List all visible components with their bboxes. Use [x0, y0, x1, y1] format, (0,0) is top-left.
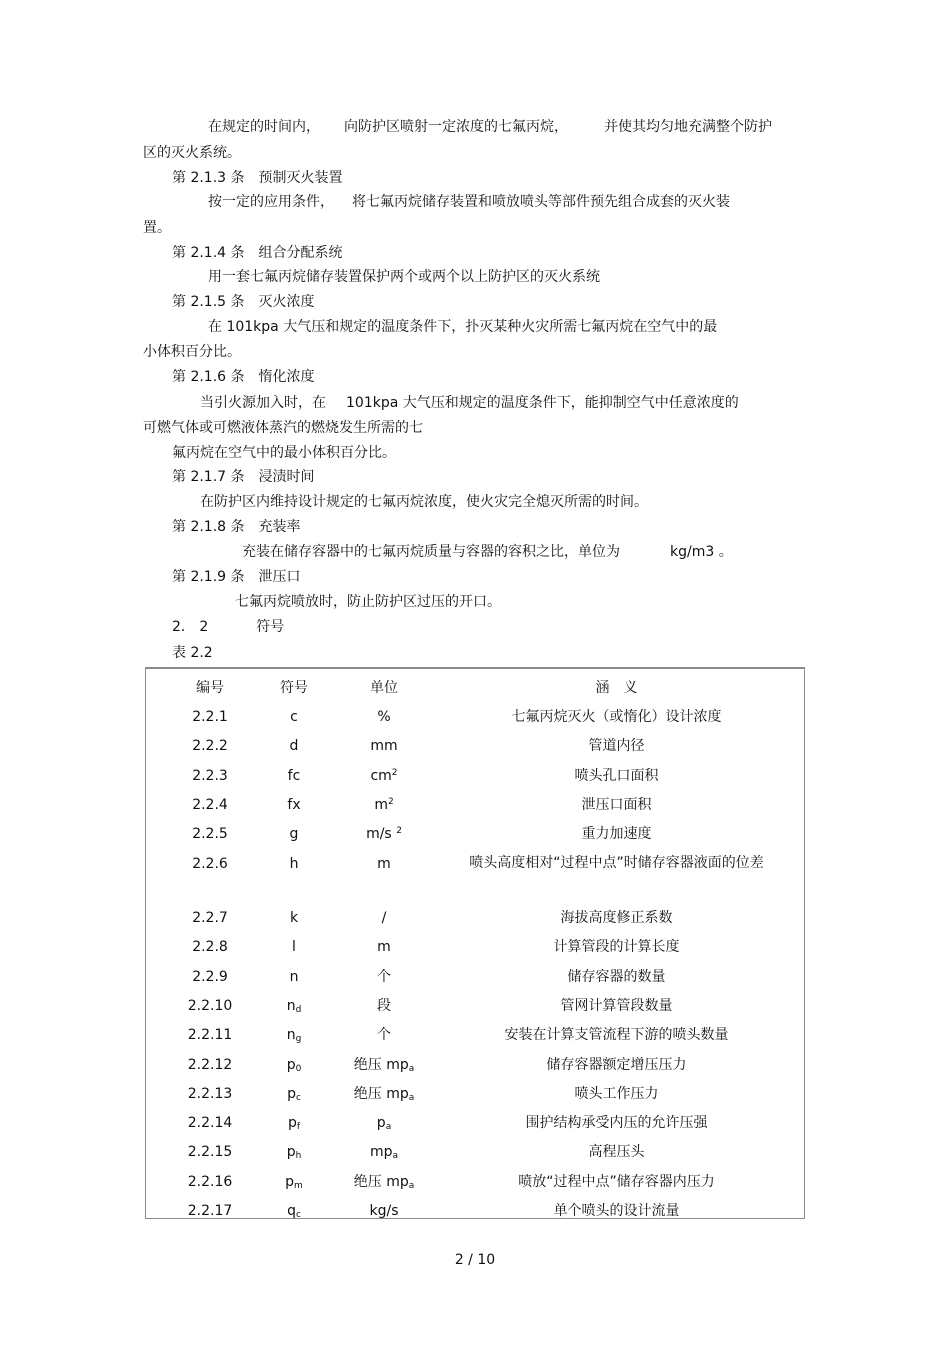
text-segment: 充装在储存容器中的七氟丙烷质量与容器的容积之比，单位为: [242, 544, 620, 560]
cell-id: 2.2.13: [187, 1086, 233, 1102]
cell-symbol: [264, 766, 324, 786]
unit-text: 段: [377, 998, 391, 1014]
unit-text: p: [376, 1115, 386, 1131]
cell-symbol: [264, 1201, 324, 1221]
symbol-subscript: d: [295, 1005, 302, 1015]
symbol-text: p: [286, 1144, 296, 1160]
cell-id: 2.2.7: [192, 910, 228, 926]
cell-meaning: 高程压头: [588, 1144, 645, 1160]
cell-unit: [324, 1201, 444, 1221]
cell-symbol: [264, 1025, 324, 1045]
cell-meaning: 单个喷头的设计流量: [553, 1203, 680, 1219]
paragraph-line: [242, 542, 733, 562]
unit-subscript: a: [392, 1151, 399, 1161]
symbol-subscript: 0: [295, 1064, 302, 1074]
cell-id: 2.2.15: [187, 1144, 233, 1160]
symbol-text: l: [292, 939, 296, 955]
cell-unit: [324, 1142, 444, 1162]
cell-symbol: [264, 795, 324, 815]
text-segment: 按一定的应用条件，: [208, 194, 334, 210]
cell-unit: [324, 1113, 444, 1133]
table-row: [146, 1137, 804, 1166]
table-row: [146, 731, 804, 760]
unit-text: 绝压 mp: [353, 1057, 409, 1073]
cell-meaning: 海拔高度修正系数: [560, 910, 673, 926]
cell-unit: [324, 854, 444, 874]
unit-text: kg/s: [369, 1203, 399, 1219]
symbol-subscript: c: [295, 1093, 301, 1103]
cell-id: 2.2.5: [192, 826, 228, 842]
table-row: [146, 790, 804, 819]
header-cell-symbol: 符号: [280, 680, 308, 696]
table-row: [146, 1020, 804, 1049]
cell-meaning: 计算管段的计算长度: [553, 939, 680, 955]
symbol-text: g: [289, 826, 299, 842]
text-segment: 在规定的时间内，: [208, 119, 320, 135]
text-segment: 并使其均匀地充满整个防护: [604, 119, 772, 135]
symbol-text: d: [289, 738, 299, 754]
unit-text: 个: [377, 1027, 391, 1043]
table-row: [146, 1196, 804, 1225]
symbol-text: n: [289, 969, 299, 985]
cell-symbol: [264, 1055, 324, 1075]
unit-text: m: [374, 797, 388, 813]
symbol-text: n: [286, 1027, 296, 1043]
unit-superscript: 2: [391, 768, 398, 778]
cell-meaning: 喷放“过程中点”储存容器内压力: [518, 1174, 715, 1190]
unit-text: m: [377, 939, 391, 955]
unit-text: 绝压 mp: [353, 1086, 409, 1102]
paragraph-line: [208, 192, 730, 212]
paragraph-line: 在 101kpa 大气压和规定的温度条件下，扑灭某种火灾所需七氟丙烷在空气中的最: [208, 319, 718, 335]
unit-superscript: 2: [387, 797, 394, 807]
cell-id: 2.2.1: [192, 709, 228, 725]
symbols-table: [145, 667, 805, 1219]
cell-id: 2.2.8: [192, 939, 228, 955]
section-heading: 第 2.1.7 条 浸渍时间: [172, 469, 315, 485]
symbol-subscript: c: [295, 1210, 301, 1220]
header-cell-unit: 单位: [370, 680, 398, 696]
cell-meaning: 储存容器额定增压压力: [546, 1057, 687, 1073]
cell-symbol: [264, 707, 324, 727]
symbol-text: p: [286, 1057, 296, 1073]
symbol-text: k: [289, 910, 299, 926]
table-row: [146, 932, 804, 961]
symbol-text: c: [290, 709, 298, 725]
unit-subscript: a: [408, 1064, 415, 1074]
paragraph-line: [208, 117, 772, 137]
cell-meaning: 七氟丙烷灭火（或惰化）设计浓度: [511, 709, 722, 725]
symbol-text: h: [289, 856, 299, 872]
cell-unit: [324, 766, 444, 786]
symbol-subscript: g: [295, 1034, 302, 1044]
cell-unit: [324, 824, 444, 844]
paragraph-line: 小体积百分比。: [143, 344, 241, 360]
page-number: 2 / 10: [454, 1252, 496, 1268]
unit-superscript: 2: [396, 826, 402, 836]
paragraph-line: 在防护区内维持设计规定的七氟丙烷浓度，使火灾完全熄灭所需的时间。: [200, 494, 648, 510]
table-row: [146, 962, 804, 991]
cell-unit: [324, 996, 444, 1016]
cell-meaning: 喷头高度相对“过程中点”时储存容器液面的位差: [469, 855, 764, 871]
text-segment: 当引火源加入时，在: [200, 395, 326, 411]
unit-subscript: a: [408, 1093, 415, 1103]
table-row: [146, 991, 804, 1020]
unit-text: mm: [370, 738, 398, 754]
cell-id: 2.2.16: [187, 1174, 233, 1190]
unit-text: mp: [369, 1144, 393, 1160]
symbol-text: p: [287, 1115, 297, 1131]
cell-unit: [324, 707, 444, 727]
cell-id: 2.2.12: [187, 1057, 233, 1073]
cell-meaning: 管网计算管段数量: [560, 998, 673, 1014]
cell-unit: [324, 795, 444, 815]
cell-id: 2.2.4: [192, 797, 228, 813]
cell-symbol: [264, 1113, 324, 1133]
cell-meaning: 泄压口面积: [581, 797, 652, 813]
cell-symbol: [264, 1142, 324, 1162]
section-heading: 第 2.1.8 条 充装率: [172, 519, 301, 535]
paragraph-line: 用一套七氟丙烷储存装置保护两个或两个以上防护区的灭火系统: [208, 269, 600, 285]
text-segment: kg/m3 。: [670, 544, 733, 560]
cell-meaning: 安装在计算支管流程下游的喷头数量: [504, 1027, 729, 1043]
symbol-text: n: [286, 998, 296, 1014]
paragraph-line: 区的灭火系统。: [143, 145, 241, 161]
paragraph-line: 置。: [143, 220, 171, 236]
section-heading: 第 2.1.4 条 组合分配系统: [172, 245, 343, 261]
symbol-text: q: [287, 1203, 296, 1219]
unit-text: 个: [377, 969, 391, 985]
table-row: [146, 849, 804, 903]
section-number: 2. 2: [172, 619, 209, 635]
symbol-subscript: h: [295, 1151, 302, 1161]
section-heading: 第 2.1.9 条 泄压口: [172, 569, 301, 585]
symbol-text: fx: [287, 797, 301, 813]
paragraph-line: [200, 393, 739, 413]
cell-unit: [324, 1084, 444, 1104]
section-title: 符号: [256, 619, 285, 635]
cell-symbol: [264, 937, 324, 957]
section-heading: 第 2.1.5 条 灭火浓度: [172, 294, 315, 310]
cell-id: 2.2.6: [192, 856, 228, 872]
section-heading: 第 2.1.3 条 预制灭火装置: [172, 170, 343, 186]
unit-subscript: a: [385, 1122, 392, 1132]
cell-unit: [324, 908, 444, 928]
cell-id: 2.2.9: [192, 969, 228, 985]
text-segment: 向防护区喷射一定浓度的七氟丙烷，: [344, 119, 568, 135]
text-segment: 101kpa 大气压和规定的温度条件下，能抑制空气中任意浓度的: [346, 395, 739, 411]
unit-text: m: [377, 856, 391, 872]
cell-meaning: 重力加速度: [581, 826, 652, 842]
table-header-row: [146, 673, 804, 702]
cell-meaning: 储存容器的数量: [567, 969, 666, 985]
unit-text: 绝压 mp: [353, 1174, 409, 1190]
cell-symbol: [264, 908, 324, 928]
section-heading: [172, 617, 284, 637]
text-segment: 将七氟丙烷储存装置和喷放喷头等部件预先组合成套的灭火装: [352, 194, 730, 210]
cell-id: 2.2.14: [187, 1115, 233, 1131]
header-cell-id: 编号: [196, 680, 224, 696]
section-heading: 第 2.1.6 条 惰化浓度: [172, 369, 315, 385]
table-row: [146, 1108, 804, 1137]
paragraph-line: 七氟丙烷喷放时，防止防护区过压的开口。: [235, 594, 501, 610]
paragraph-line: 氟丙烷在空气中的最小体积百分比。: [172, 445, 396, 461]
table-row: [146, 819, 804, 848]
symbol-subscript: m: [294, 1181, 303, 1191]
unit-text: m/s: [366, 826, 397, 842]
unit-subscript: a: [408, 1181, 415, 1191]
table-row: [146, 702, 804, 731]
unit-text: cm: [370, 768, 392, 784]
symbol-text: p: [285, 1174, 295, 1190]
unit-text: /: [381, 910, 387, 926]
cell-symbol: [264, 996, 324, 1016]
cell-unit: [324, 736, 444, 756]
table-row: [146, 1079, 804, 1108]
cell-unit: [324, 1172, 444, 1192]
cell-unit: [324, 937, 444, 957]
paragraph-line: 可燃气体或可燃液体蒸汽的燃烧发生所需的七: [143, 420, 423, 436]
table-row: [146, 761, 804, 790]
cell-id: 2.2.11: [187, 1027, 233, 1043]
cell-symbol: [264, 736, 324, 756]
cell-id: 2.2.2: [192, 738, 228, 754]
cell-meaning: 管道内径: [588, 738, 645, 754]
cell-symbol: [264, 1084, 324, 1104]
table-row: [146, 1050, 804, 1079]
table-row: [146, 903, 804, 932]
cell-meaning: 喷头工作压力: [574, 1086, 659, 1102]
cell-meaning: 围护结构承受内压的允许压强: [525, 1115, 708, 1131]
cell-symbol: [264, 854, 324, 874]
cell-id: 2.2.10: [187, 998, 233, 1014]
cell-unit: [324, 967, 444, 987]
cell-meaning: 喷头孔口面积: [574, 768, 659, 784]
table-row: [146, 1167, 804, 1196]
header-cell-meaning: 涵 义: [595, 680, 638, 696]
cell-unit: [324, 1055, 444, 1075]
symbol-text: fc: [287, 768, 301, 784]
cell-id: 2.2.3: [192, 768, 228, 784]
cell-symbol: [264, 967, 324, 987]
cell-symbol: [264, 824, 324, 844]
cell-unit: [324, 1025, 444, 1045]
cell-id: 2.2.17: [187, 1203, 233, 1219]
symbol-subscript: f: [296, 1122, 301, 1132]
cell-symbol: [264, 1172, 324, 1192]
table-caption: 表 2.2: [172, 645, 213, 661]
unit-text: %: [377, 709, 391, 725]
symbol-text: p: [287, 1086, 296, 1102]
